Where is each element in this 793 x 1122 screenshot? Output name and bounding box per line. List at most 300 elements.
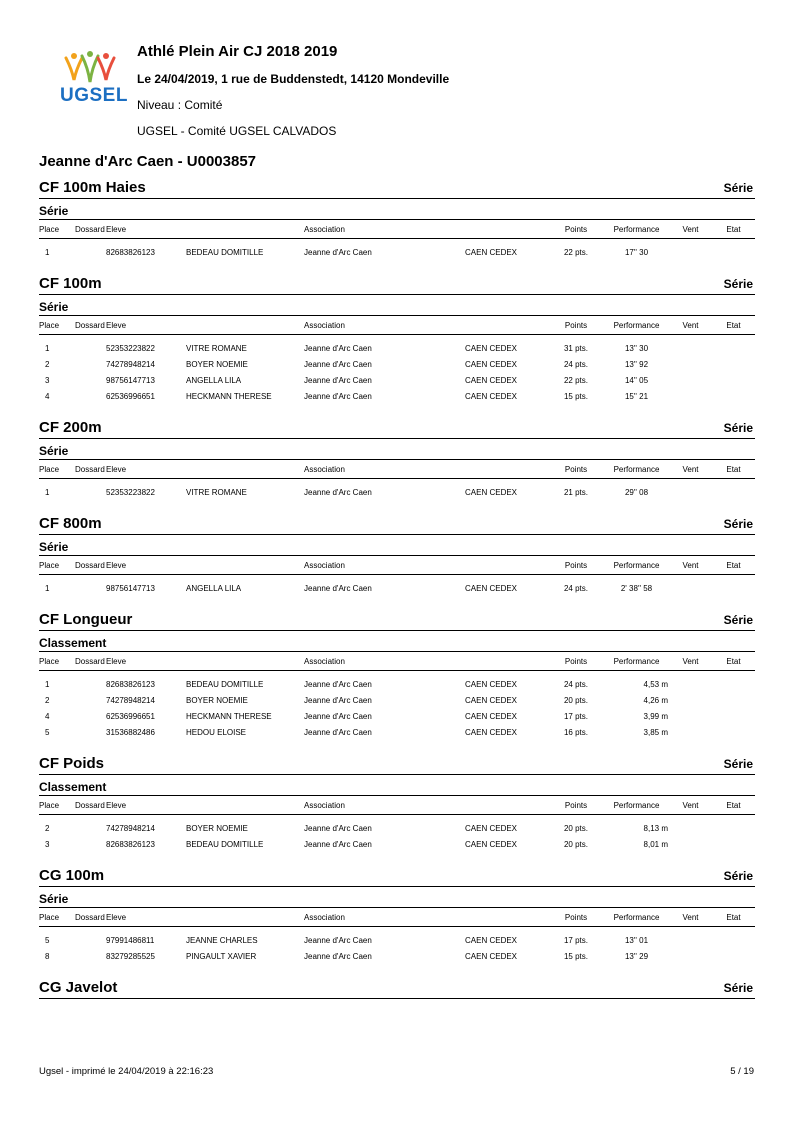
result-status: [712, 820, 755, 836]
result-association: Jeanne d'Arc Caen: [304, 727, 372, 737]
result-dossard: [75, 932, 106, 948]
result-city: CAEN CEDEX: [465, 951, 518, 961]
result-association: Jeanne d'Arc Caen: [304, 695, 372, 705]
table-header-row: [39, 220, 755, 239]
column-header-performance: Performance: [604, 652, 669, 671]
result-association: Jeanne d'Arc Caen: [304, 839, 372, 849]
result-status: [712, 676, 755, 692]
column-header-performance: Performance: [604, 908, 669, 927]
ugsel-logo: [60, 50, 128, 110]
result-student-name: VITRE ROMANE: [186, 487, 247, 497]
column-header-performance: Performance: [604, 556, 669, 575]
column-header-eleve: Eleve: [106, 652, 186, 671]
result-performance: 14'' 05: [624, 375, 649, 385]
result-city: CAEN CEDEX: [465, 375, 518, 385]
result-wind: [669, 244, 712, 260]
event-header: [39, 508, 755, 535]
table-spacer: [39, 596, 755, 604]
result-points: 24 pts.: [563, 583, 588, 593]
group-label: Série: [39, 892, 69, 906]
column-header-points: Points: [548, 316, 604, 335]
column-header-vent: Vent: [669, 316, 712, 335]
event-section: [39, 412, 755, 508]
result-student-id: 98756147713: [106, 375, 155, 385]
result-association: Jeanne d'Arc Caen: [304, 935, 372, 945]
table-spacer: [39, 852, 755, 860]
table-header-row: [39, 652, 755, 671]
group-header: [39, 631, 755, 652]
club-title: Jeanne d'Arc Caen - U0003857: [39, 153, 257, 170]
column-header-etat: Etat: [712, 908, 755, 927]
column-header-empty: [465, 652, 548, 671]
result-status: [712, 372, 755, 388]
column-header-dossard: Dossard: [75, 460, 106, 479]
result-performance: 29'' 08: [624, 487, 649, 497]
column-header-place: Place: [39, 652, 75, 671]
result-student-id: 74278948214: [106, 823, 155, 833]
column-header-vent: Vent: [669, 796, 712, 815]
result-place: 3: [45, 375, 50, 385]
result-place: 1: [45, 583, 50, 593]
result-place: 2: [45, 359, 50, 369]
table-header-row: [39, 556, 755, 575]
athletes-figures-icon: [60, 50, 128, 86]
result-association: Jeanne d'Arc Caen: [304, 583, 372, 593]
result-dossard: [75, 372, 106, 388]
results-table: [39, 460, 755, 508]
table-row: [39, 836, 755, 852]
column-header-dossard: Dossard: [75, 652, 106, 671]
result-place: 4: [45, 391, 50, 401]
result-student-name: BOYER NOEMIE: [186, 359, 248, 369]
column-header-dossard: Dossard: [75, 316, 106, 335]
column-header-eleve: Eleve: [106, 908, 186, 927]
result-place: 4: [45, 711, 50, 721]
column-header-points: Points: [548, 908, 604, 927]
result-student-id: 98756147713: [106, 583, 155, 593]
group-header: [39, 295, 755, 316]
column-header-vent: Vent: [669, 652, 712, 671]
column-header-dossard: Dossard: [75, 556, 106, 575]
column-header-vent: Vent: [669, 220, 712, 239]
result-wind: [669, 948, 712, 964]
result-performance: 8,13 m: [643, 823, 668, 833]
result-student-name: ANGELLA LILA: [186, 583, 242, 593]
result-student-name: BEDEAU DOMITILLE: [186, 839, 264, 849]
column-header-empty: [186, 460, 304, 479]
event-round-label: Série: [723, 181, 753, 195]
report-header: [0, 0, 793, 150]
table-row: [39, 948, 755, 964]
table-row: [39, 708, 755, 724]
result-student-id: 82683826123: [106, 247, 155, 257]
result-wind: [669, 836, 712, 852]
result-association: Jeanne d'Arc Caen: [304, 343, 372, 353]
result-city: CAEN CEDEX: [465, 695, 518, 705]
result-points: 15 pts.: [563, 391, 588, 401]
result-association: Jeanne d'Arc Caen: [304, 951, 372, 961]
result-performance: 13'' 92: [624, 359, 649, 369]
result-wind: [669, 484, 712, 500]
result-points: 20 pts.: [563, 839, 588, 849]
footer-page-number: 5 / 19: [730, 1066, 754, 1077]
result-dossard: [75, 484, 106, 500]
result-wind: [669, 356, 712, 372]
result-status: [712, 724, 755, 740]
results-table: [39, 556, 755, 604]
group-header: [39, 199, 755, 220]
results-table: [39, 316, 755, 412]
result-city: CAEN CEDEX: [465, 679, 518, 689]
result-dossard: [75, 244, 106, 260]
results-table: [39, 652, 755, 748]
result-association: Jeanne d'Arc Caen: [304, 823, 372, 833]
column-header-empty: [186, 316, 304, 335]
column-header-association: Association: [304, 652, 465, 671]
result-performance: 4,26 m: [643, 695, 668, 705]
column-header-place: Place: [39, 908, 75, 927]
table-header-row: [39, 908, 755, 927]
logo-wordmark: UGSEL: [60, 85, 128, 106]
column-header-empty: [465, 316, 548, 335]
event-title: CF 100m Haies: [39, 179, 146, 196]
result-status: [712, 708, 755, 724]
event-round-label: Série: [723, 517, 753, 531]
table-spacer: [39, 260, 755, 268]
result-dossard: [75, 836, 106, 852]
result-association: Jeanne d'Arc Caen: [304, 359, 372, 369]
group-label: Série: [39, 204, 69, 218]
table-header-row: [39, 796, 755, 815]
event-section: [39, 748, 755, 860]
result-dossard: [75, 948, 106, 964]
competition-title: Athlé Plein Air CJ 2018 2019: [137, 43, 338, 60]
result-points: 31 pts.: [563, 343, 588, 353]
column-header-vent: Vent: [669, 460, 712, 479]
result-place: 8: [45, 951, 50, 961]
result-student-name: BEDEAU DOMITILLE: [186, 679, 264, 689]
result-status: [712, 580, 755, 596]
column-header-association: Association: [304, 796, 465, 815]
footer-print-date: Ugsel - imprimé le 24/04/2019 à 22:16:23: [39, 1066, 214, 1077]
column-header-performance: Performance: [604, 460, 669, 479]
table-row: [39, 724, 755, 740]
column-header-points: Points: [548, 652, 604, 671]
table-row: [39, 676, 755, 692]
result-student-id: 62536996651: [106, 711, 155, 721]
table-row: [39, 356, 755, 372]
result-place: 2: [45, 695, 50, 705]
table-row: [39, 244, 755, 260]
column-header-etat: Etat: [712, 460, 755, 479]
result-place: 5: [45, 935, 50, 945]
result-place: 1: [45, 487, 50, 497]
result-points: 17 pts.: [563, 711, 588, 721]
result-city: CAEN CEDEX: [465, 839, 518, 849]
event-round-label: Série: [723, 757, 753, 771]
result-dossard: [75, 708, 106, 724]
result-student-name: HECKMANN THERESE: [186, 391, 272, 401]
column-header-association: Association: [304, 220, 465, 239]
result-association: Jeanne d'Arc Caen: [304, 487, 372, 497]
result-association: Jeanne d'Arc Caen: [304, 247, 372, 257]
result-performance: 3,99 m: [643, 711, 668, 721]
event-round-label: Série: [723, 421, 753, 435]
result-student-name: PINGAULT XAVIER: [186, 951, 257, 961]
result-place: 2: [45, 823, 50, 833]
result-wind: [669, 932, 712, 948]
column-header-etat: Etat: [712, 556, 755, 575]
result-student-name: HEDOU ELOISE: [186, 727, 247, 737]
column-header-vent: Vent: [669, 908, 712, 927]
event-header: [39, 748, 755, 775]
column-header-dossard: Dossard: [75, 220, 106, 239]
result-student-name: VITRE ROMANE: [186, 343, 247, 353]
event-round-label: Série: [723, 277, 753, 291]
result-city: CAEN CEDEX: [465, 711, 518, 721]
competition-level: Niveau : Comité: [137, 98, 223, 112]
result-student-id: 31536882486: [106, 727, 155, 737]
event-section: [39, 972, 755, 999]
column-header-etat: Etat: [712, 796, 755, 815]
competition-venue: Le 24/04/2019, 1 rue de Buddenstedt, 14120 Mondeville: [137, 72, 450, 86]
result-student-id: 82683826123: [106, 679, 155, 689]
column-header-place: Place: [39, 796, 75, 815]
result-performance: 13'' 01: [624, 935, 649, 945]
result-performance: 4,53 m: [643, 679, 668, 689]
column-header-association: Association: [304, 316, 465, 335]
column-header-dossard: Dossard: [75, 796, 106, 815]
result-city: CAEN CEDEX: [465, 823, 518, 833]
event-header: [39, 268, 755, 295]
table-header-row: [39, 460, 755, 479]
column-header-points: Points: [548, 556, 604, 575]
column-header-empty: [186, 652, 304, 671]
result-points: 22 pts.: [563, 247, 588, 257]
column-header-performance: Performance: [604, 796, 669, 815]
column-header-association: Association: [304, 556, 465, 575]
table-spacer: [39, 500, 755, 508]
result-association: Jeanne d'Arc Caen: [304, 375, 372, 385]
column-header-empty: [186, 796, 304, 815]
result-association: Jeanne d'Arc Caen: [304, 391, 372, 401]
result-dossard: [75, 340, 106, 356]
result-performance: 13'' 30: [624, 343, 649, 353]
result-wind: [669, 724, 712, 740]
result-dossard: [75, 580, 106, 596]
result-place: 1: [45, 679, 50, 689]
result-performance: 8,01 m: [643, 839, 668, 849]
result-status: [712, 244, 755, 260]
result-points: 24 pts.: [563, 359, 588, 369]
table-spacer: [39, 740, 755, 748]
result-association: Jeanne d'Arc Caen: [304, 711, 372, 721]
results-table: [39, 908, 755, 972]
result-wind: [669, 340, 712, 356]
result-points: 16 pts.: [563, 727, 588, 737]
group-header: [39, 439, 755, 460]
result-status: [712, 932, 755, 948]
column-header-place: Place: [39, 556, 75, 575]
result-status: [712, 340, 755, 356]
event-section: [39, 268, 755, 412]
column-header-place: Place: [39, 220, 75, 239]
result-wind: [669, 692, 712, 708]
column-header-eleve: Eleve: [106, 556, 186, 575]
column-header-etat: Etat: [712, 316, 755, 335]
result-student-id: 74278948214: [106, 359, 155, 369]
column-header-etat: Etat: [712, 220, 755, 239]
column-header-place: Place: [39, 460, 75, 479]
result-dossard: [75, 820, 106, 836]
result-student-id: 52353223822: [106, 343, 155, 353]
event-title: CF 800m: [39, 515, 102, 532]
result-city: CAEN CEDEX: [465, 343, 518, 353]
result-dossard: [75, 724, 106, 740]
table-row: [39, 692, 755, 708]
group-header: [39, 775, 755, 796]
result-performance: 15'' 21: [624, 391, 649, 401]
table-spacer: [39, 964, 755, 972]
event-title: CF Poids: [39, 755, 105, 772]
column-header-points: Points: [548, 796, 604, 815]
result-dossard: [75, 676, 106, 692]
table-row: [39, 388, 755, 404]
group-header: [39, 887, 755, 908]
group-header: [39, 535, 755, 556]
result-student-id: 83279285525: [106, 951, 155, 961]
event-section: [39, 508, 755, 604]
group-label: Série: [39, 300, 69, 314]
results-content: [39, 172, 755, 999]
column-header-association: Association: [304, 460, 465, 479]
result-points: 24 pts.: [563, 679, 588, 689]
result-student-id: 52353223822: [106, 487, 155, 497]
column-header-empty: [465, 460, 548, 479]
event-round-label: Série: [723, 981, 753, 995]
table-header-row: [39, 316, 755, 335]
event-round-label: Série: [723, 613, 753, 627]
result-points: 17 pts.: [563, 935, 588, 945]
column-header-eleve: Eleve: [106, 460, 186, 479]
competition-comite: UGSEL - Comité UGSEL CALVADOS: [137, 124, 337, 138]
result-student-id: 62536996651: [106, 391, 155, 401]
result-association: Jeanne d'Arc Caen: [304, 679, 372, 689]
result-student-id: 82683826123: [106, 839, 155, 849]
result-dossard: [75, 356, 106, 372]
event-title: CF 200m: [39, 419, 102, 436]
result-city: CAEN CEDEX: [465, 487, 518, 497]
column-header-eleve: Eleve: [106, 316, 186, 335]
result-student-name: BOYER NOEMIE: [186, 695, 248, 705]
column-header-empty: [465, 556, 548, 575]
results-table: [39, 796, 755, 860]
column-header-etat: Etat: [712, 652, 755, 671]
event-header: [39, 972, 755, 999]
event-header: [39, 412, 755, 439]
result-points: 15 pts.: [563, 951, 588, 961]
result-place: 1: [45, 247, 50, 257]
result-points: 21 pts.: [563, 487, 588, 497]
group-label: Série: [39, 540, 69, 554]
table-row: [39, 340, 755, 356]
event-header: [39, 604, 755, 631]
result-points: 20 pts.: [563, 823, 588, 833]
column-header-performance: Performance: [604, 316, 669, 335]
event-title: CG Javelot: [39, 979, 118, 996]
column-header-performance: Performance: [604, 220, 669, 239]
group-label: Classement: [39, 780, 107, 794]
result-status: [712, 484, 755, 500]
result-wind: [669, 676, 712, 692]
table-row: [39, 372, 755, 388]
result-student-name: BOYER NOEMIE: [186, 823, 248, 833]
result-city: CAEN CEDEX: [465, 935, 518, 945]
result-student-name: HECKMANN THERESE: [186, 711, 272, 721]
group-label: Série: [39, 444, 69, 458]
column-header-empty: [186, 220, 304, 239]
result-city: CAEN CEDEX: [465, 359, 518, 369]
result-dossard: [75, 692, 106, 708]
column-header-place: Place: [39, 316, 75, 335]
event-round-label: Série: [723, 869, 753, 883]
table-spacer: [39, 404, 755, 412]
table-row: [39, 820, 755, 836]
event-title: CF 100m: [39, 275, 102, 292]
result-performance: 2' 38'' 58: [620, 583, 653, 593]
column-header-eleve: Eleve: [106, 220, 186, 239]
results-table: [39, 220, 755, 268]
column-header-vent: Vent: [669, 556, 712, 575]
column-header-empty: [186, 556, 304, 575]
event-title: CF Longueur: [39, 611, 133, 628]
result-city: CAEN CEDEX: [465, 391, 518, 401]
column-header-points: Points: [548, 460, 604, 479]
column-header-association: Association: [304, 908, 465, 927]
result-place: 1: [45, 343, 50, 353]
result-performance: 3,85 m: [643, 727, 668, 737]
result-student-id: 97991486811: [106, 935, 155, 945]
column-header-empty: [465, 220, 548, 239]
event-section: [39, 860, 755, 972]
event-title: CG 100m: [39, 867, 105, 884]
result-wind: [669, 820, 712, 836]
result-place: 3: [45, 839, 50, 849]
result-city: CAEN CEDEX: [465, 247, 518, 257]
result-wind: [669, 372, 712, 388]
event-header: [39, 172, 755, 199]
result-student-id: 74278948214: [106, 695, 155, 705]
result-city: CAEN CEDEX: [465, 583, 518, 593]
table-row: [39, 484, 755, 500]
result-performance: 13'' 29: [624, 951, 649, 961]
event-section: [39, 604, 755, 748]
result-wind: [669, 580, 712, 596]
column-header-points: Points: [548, 220, 604, 239]
column-header-eleve: Eleve: [106, 796, 186, 815]
result-status: [712, 388, 755, 404]
result-city: CAEN CEDEX: [465, 727, 518, 737]
table-row: [39, 580, 755, 596]
column-header-empty: [465, 796, 548, 815]
result-student-name: ANGELLA LILA: [186, 375, 242, 385]
column-header-empty: [186, 908, 304, 927]
event-section: [39, 172, 755, 268]
column-header-dossard: Dossard: [75, 908, 106, 927]
result-dossard: [75, 388, 106, 404]
result-performance: 17'' 30: [624, 247, 649, 257]
result-wind: [669, 708, 712, 724]
